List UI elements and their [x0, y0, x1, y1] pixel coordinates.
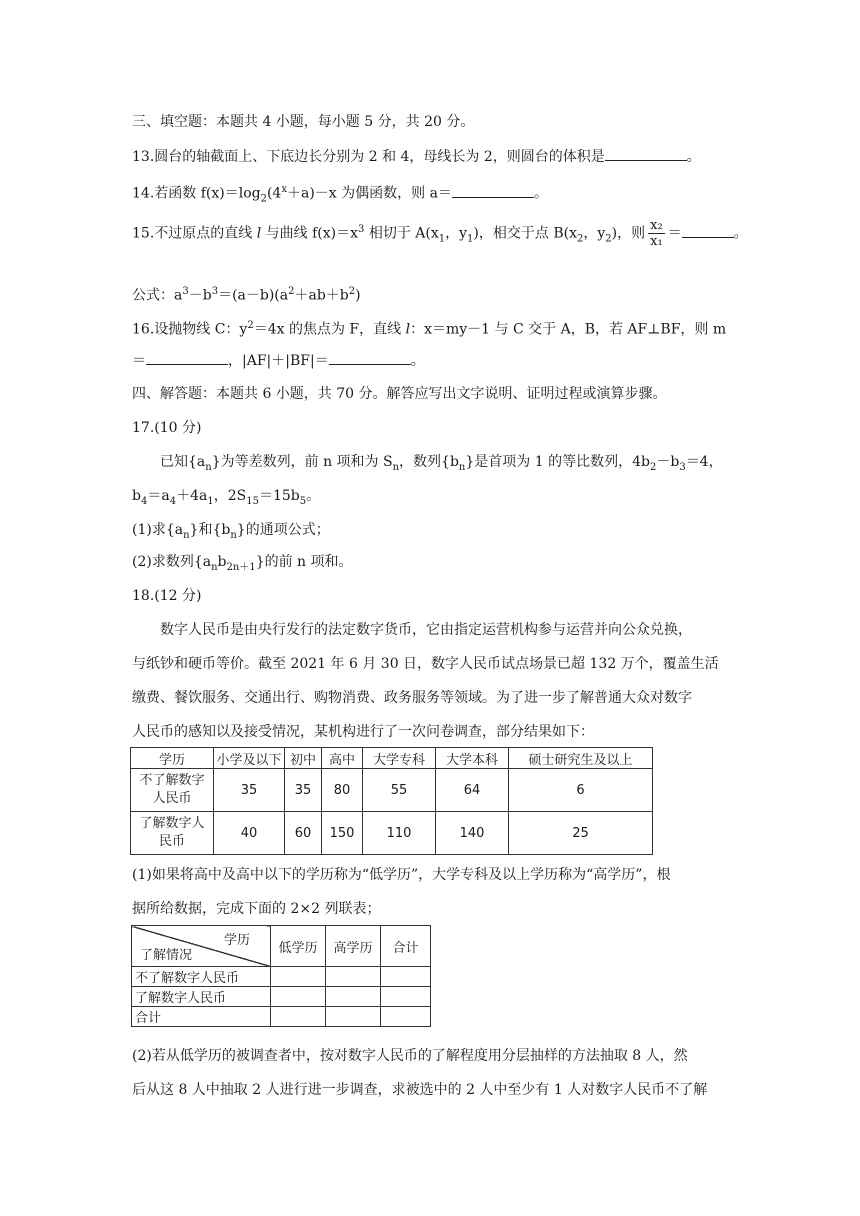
table-row — [131, 769, 653, 812]
empty-cell — [381, 987, 431, 1007]
table-cell: 55 — [363, 769, 436, 812]
question-17-part-1: (1)求$\{a_n\}$和$\{b_n\}$的通项公式； — [132, 522, 330, 541]
question-18-paragraph: 人民币的感知以及接受情况，某机构进行了一次问卷调查，部分结果如下： — [132, 724, 594, 740]
table-cell: 110 — [363, 812, 436, 855]
table-header-cell: 大学本科 — [436, 748, 509, 769]
question-18-paragraph: 数字人民币是由央行发行的法定数字货币，它由指定运营机构参与运营并向公众兑换， — [160, 622, 692, 638]
question-16-line-1: 16.设抛物线 C：$y^2=4x$ 的焦点为 F，直线 l：x＝my－1 与 C 交于 A，B，若 AF⊥BF，则 m — [132, 320, 727, 338]
contingency-table — [131, 925, 431, 1027]
question-18-paragraph: 缴费、餐饮服务、交通出行、购物消费、政务服务等领域。为了进一步了解普通大众对数字 — [132, 690, 692, 706]
question-14: 14.若函数 $f(x)=\log_2(4^x+a)-x$ 为偶函数，则 a＝ 。 — [132, 184, 548, 205]
question-17-part-2: (2)求数列$\{a_nb_{2n+1}\}$的前 n 项和。 — [132, 554, 353, 573]
question-18-heading: 18.(12 分) — [132, 588, 202, 604]
table-header-cell: 硕士研究生及以上 — [509, 748, 653, 769]
question-18-part-2: 后从这 8 人中抽取 2 人进行进一步调查，求被选中的 2 人中至少有 1 人对数字人民币不了解 — [132, 1082, 708, 1098]
table-row — [132, 967, 431, 987]
question-18-part-1: (1)如果将高中及高中以下的学历称为“低学历”，大学专科及以上学历称为“高学历”，根 — [132, 867, 671, 883]
section-4-heading: 四、解答题：本题共 6 小题，共 70 分。解答应写出文字说明、证明过程或演算步骤。 — [132, 386, 667, 402]
table-cell: 80 — [322, 769, 363, 812]
answer-blank — [452, 183, 534, 198]
empty-cell — [271, 967, 326, 987]
table-row — [132, 987, 431, 1007]
question-17-heading: 17.(10 分) — [132, 420, 202, 436]
table-header-cell: 合计 — [381, 926, 431, 967]
corner-label-education: 学历 — [223, 933, 250, 948]
empty-cell — [381, 1007, 431, 1027]
row-label: 不了解数字人民币 — [131, 769, 214, 812]
empty-cell — [326, 987, 381, 1007]
table-header-cell: 高中 — [322, 748, 363, 769]
empty-cell — [326, 1007, 381, 1027]
question-18-part-2: (2)若从低学历的被调查者中，按对数字人民币的了解程度用分层抽样的方法抽取 8 人，然 — [132, 1048, 688, 1064]
question-13: 13.圆台的轴截面上、下底边长分别为 2 和 4，母线长为 2，则圆台的体积是 。 — [132, 146, 701, 167]
survey-results-table — [130, 747, 653, 855]
table-cell: 35 — [214, 769, 285, 812]
answer-blank — [146, 350, 228, 365]
empty-cell — [326, 967, 381, 987]
table-header-row — [132, 926, 431, 967]
row-label: 合计 — [132, 1007, 271, 1027]
question-17-text-1: 已知$\{a_n\}$为等差数列，前 n 项和为 $S_n$，数列$\{b_n\}$是首项为 1 的等比数列，$4b_2-b_3=4$， — [160, 454, 723, 473]
table-cell: 40 — [214, 812, 285, 855]
table-header-cell: 学历 — [131, 748, 214, 769]
table-cell: 25 — [509, 812, 653, 855]
table-header-cell: 高学历 — [326, 926, 381, 967]
table-cell: 64 — [436, 769, 509, 812]
table-row — [131, 812, 653, 855]
answer-blank — [329, 350, 411, 365]
table-row — [132, 1007, 431, 1027]
section-3-heading: 三、填空题：本题共 4 小题，每小题 5 分，共 20 分。 — [132, 114, 475, 130]
question-17-text-2: $b_4=a_4+4a_1$，$2S_{15}=15b_5$。 — [132, 488, 321, 507]
answer-blank — [682, 223, 734, 238]
empty-cell — [381, 967, 431, 987]
row-label: 不了解数字人民币 — [132, 967, 271, 987]
table-header-cell: 大学专科 — [363, 748, 436, 769]
table-cell: 60 — [285, 812, 322, 855]
table-header-cell: 初中 — [285, 748, 322, 769]
diagonal-header-cell — [132, 926, 271, 967]
row-label: 了解数字人民币 — [131, 812, 214, 855]
row-label: 了解数字人民币 — [132, 987, 271, 1007]
empty-cell — [271, 987, 326, 1007]
answer-blank — [605, 146, 687, 161]
question-16-line-2: ＝ ，|AF|＋|BF|＝ 。 — [132, 350, 425, 371]
table-header-cell: 小学及以下 — [214, 748, 285, 769]
table-cell: 6 — [509, 769, 653, 812]
corner-label-awareness: 了解情况 — [140, 948, 193, 963]
question-15: 15.不过原点的直线 l 与曲线 $f(x)=x^3$ 相切于 $A(x_1$，$y_1$)，相交于点 $B(x_2$，$y_2$)，则 $\frac{\text{x₂}}{\text{x₁}}$ ＝ 。 — [132, 218, 748, 249]
table-cell: 35 — [285, 769, 322, 812]
question-18-part-1: 据所给数据，完成下面的 2×2 列联表； — [132, 901, 381, 917]
table-cell: 150 — [322, 812, 363, 855]
fraction: $\frac{\text{x₂}}{\text{x₁}}$ — [650, 218, 663, 249]
table-header-row — [131, 748, 653, 769]
empty-cell — [271, 1007, 326, 1027]
table-header-cell: 低学历 — [271, 926, 326, 967]
table-cell: 140 — [436, 812, 509, 855]
formula-hint: 公式：$a^3-b^3=(a-b)(a^2+ab+b^2)$ — [132, 286, 361, 304]
question-18-paragraph: 与纸钞和硬币等价。截至 2021 年 6 月 30 日，数字人民币试点场景已超 132 万个，覆盖生活 — [132, 656, 719, 672]
